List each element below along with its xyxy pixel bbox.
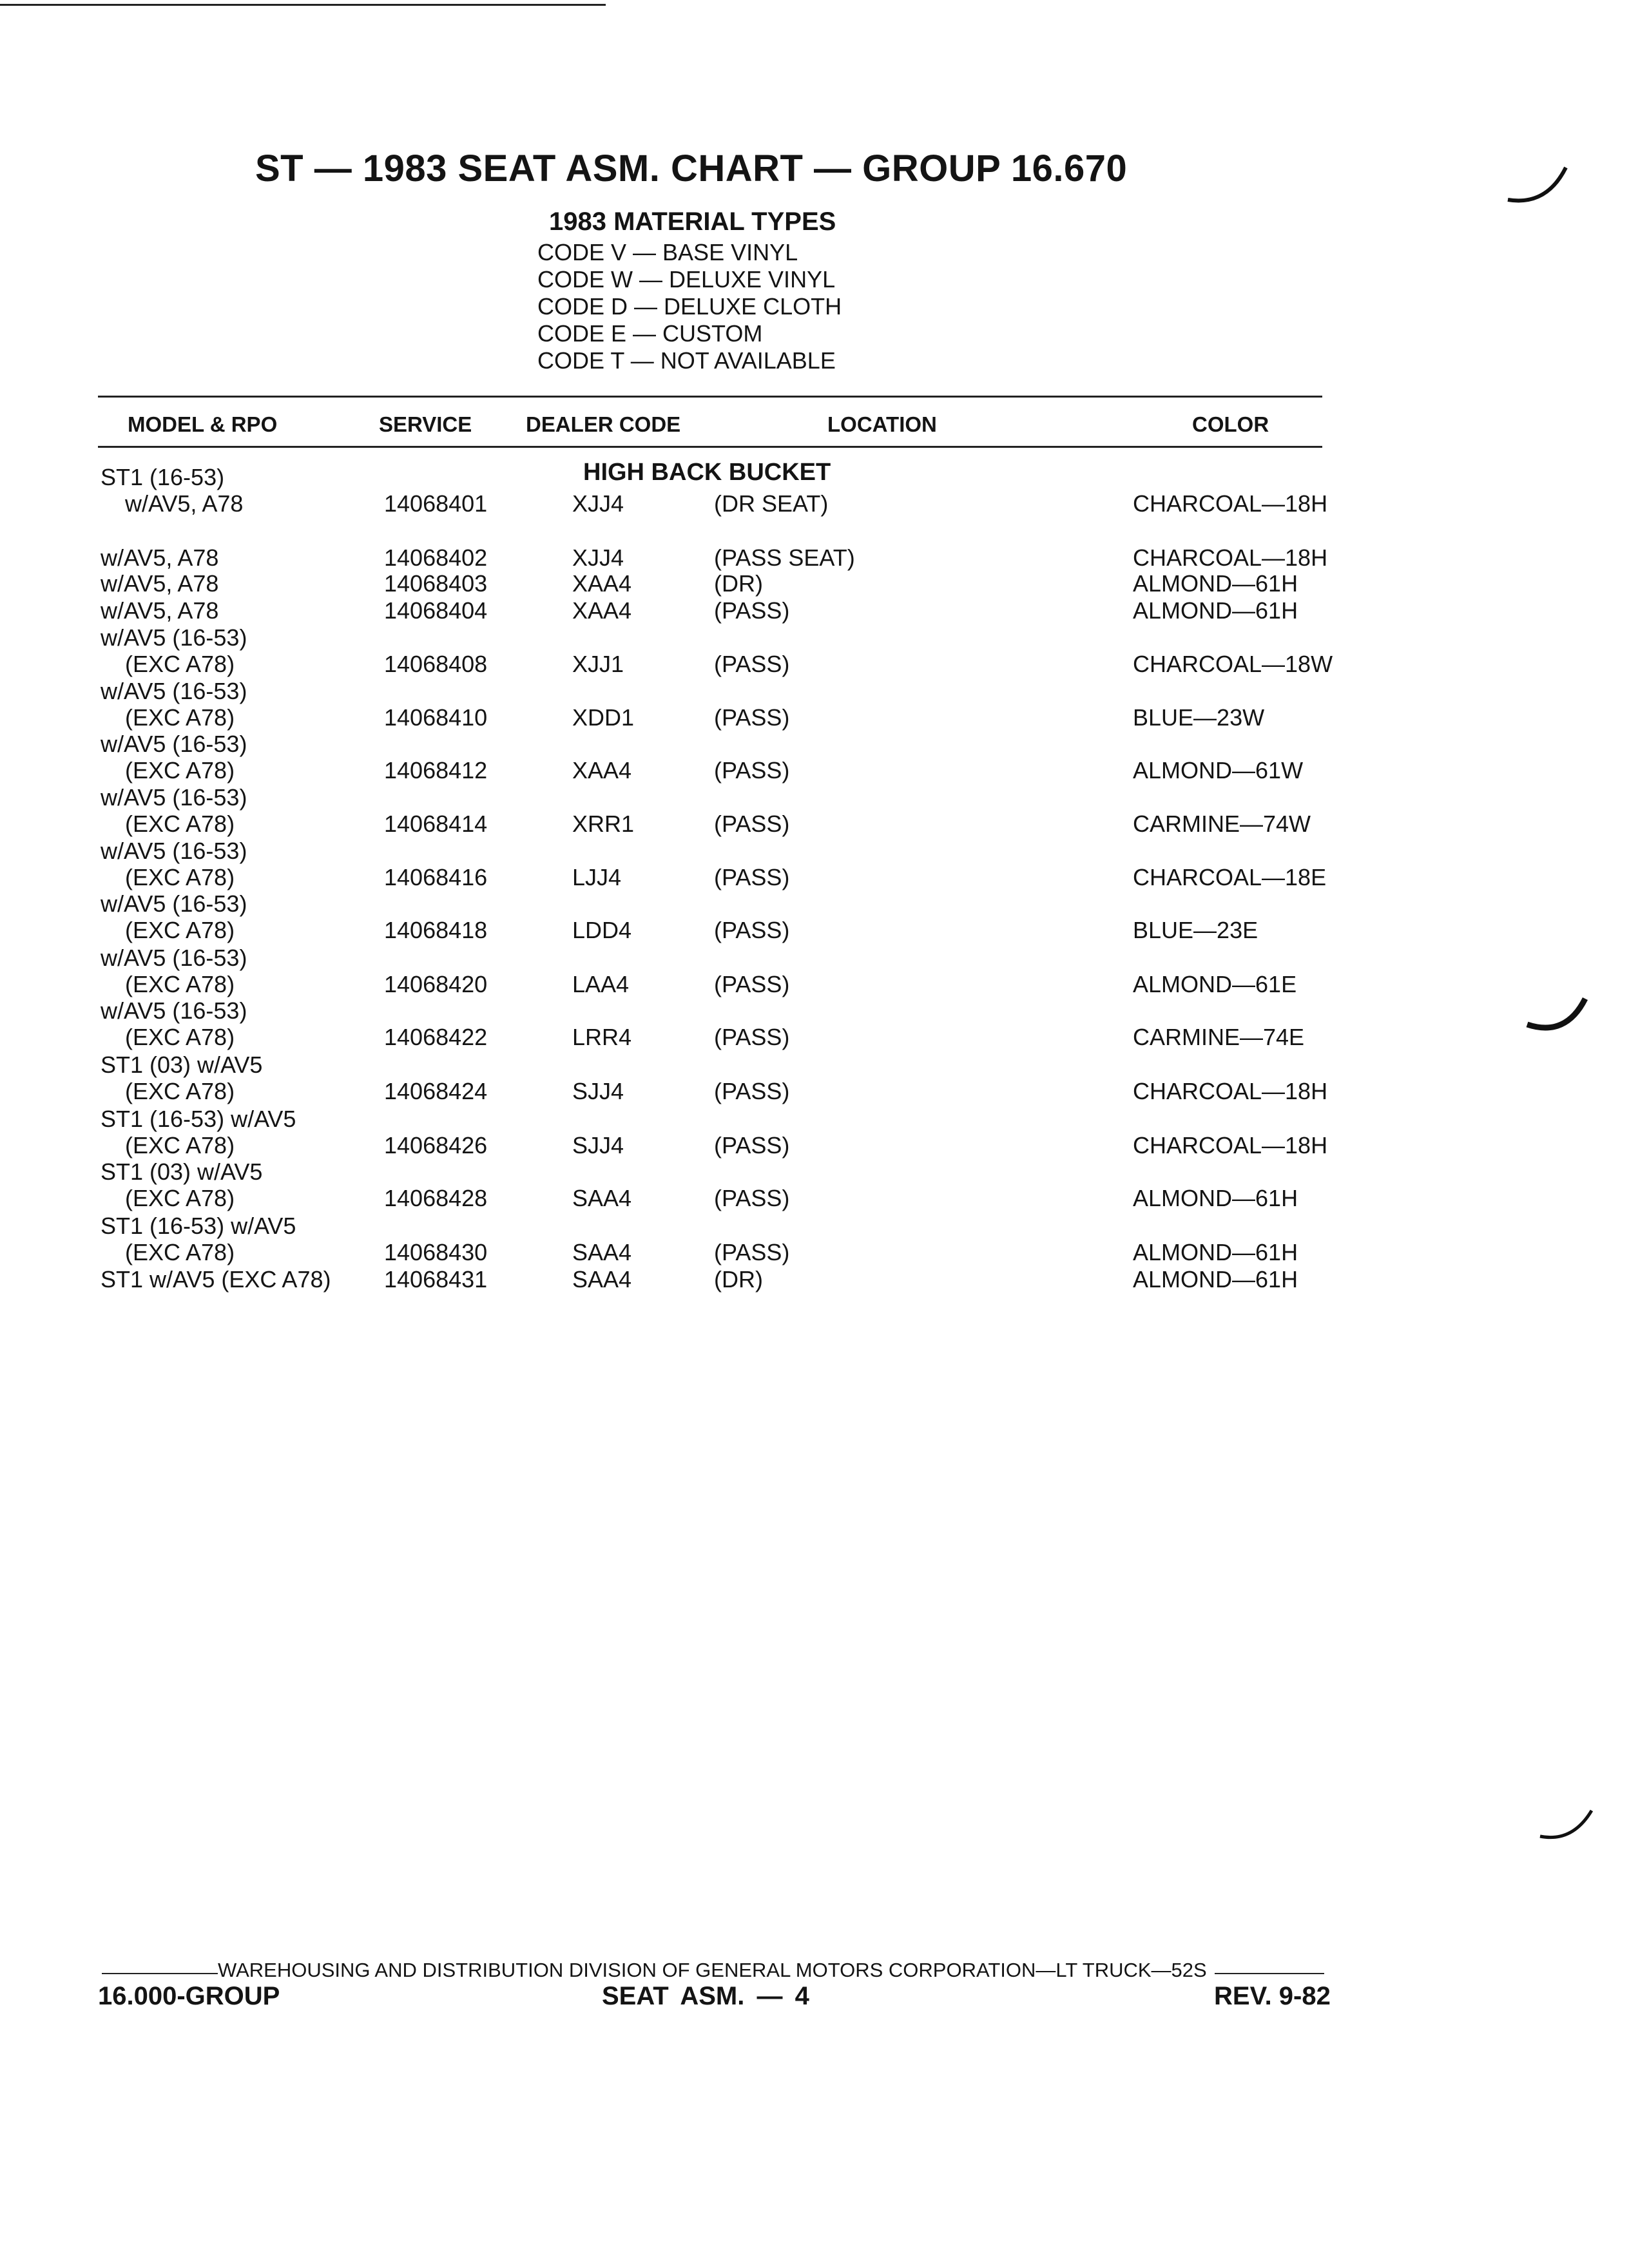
top-edge-rule [0, 4, 606, 6]
dealer-code-cell: LRR4 [572, 1024, 632, 1050]
dealer-code-cell: XAA4 [572, 597, 632, 624]
model-rpo-cell: (EXC A78) [125, 651, 235, 677]
binder-hole-mark [1501, 161, 1579, 213]
model-rpo-cell: w/AV5, A78 [101, 570, 219, 597]
material-types-heading: 1983 MATERIAL TYPES [549, 207, 836, 236]
model-rpo-cell: ST1 w/AV5 (EXC A78) [101, 1266, 331, 1293]
model-rpo-cell: (EXC A78) [125, 917, 235, 943]
model-rpo-cell: (EXC A78) [125, 757, 235, 783]
material-code-t: CODE T — NOT AVAILABLE [537, 347, 836, 374]
dealer-code-cell: XAA4 [572, 757, 632, 783]
location-cell: (PASS SEAT) [714, 544, 855, 571]
model-rpo-cell: w/AV5 (16-53) [101, 838, 247, 864]
color-cell: ALMOND—61H [1133, 597, 1298, 624]
model-rpo-cell: w/AV5 (16-53) [101, 945, 247, 971]
header-top-rule [98, 396, 1322, 398]
model-rpo-cell: (EXC A78) [125, 811, 235, 837]
location-cell: (PASS) [714, 864, 790, 890]
service-number-cell: 14068420 [384, 971, 488, 997]
color-cell: CHARCOAL—18E [1133, 864, 1327, 890]
column-header-location: LOCATION [827, 412, 937, 436]
color-cell: ALMOND—61H [1133, 1185, 1298, 1211]
binder-hole-mark [1534, 1804, 1605, 1856]
service-number-cell: 14068426 [384, 1132, 488, 1158]
model-rpo-cell: (EXC A78) [125, 1239, 235, 1265]
dealer-code-cell: XAA4 [572, 570, 632, 597]
model-rpo-cell: ST1 (03) w/AV5 [101, 1052, 263, 1078]
color-cell: ALMOND—61H [1133, 570, 1298, 597]
model-rpo-cell: w/AV5 (16-53) [101, 624, 247, 651]
service-number-cell: 14068428 [384, 1185, 488, 1211]
footer-rule-left [102, 1973, 218, 1974]
material-code-v: CODE V — BASE VINYL [537, 239, 798, 265]
service-number-cell: 14068401 [384, 490, 488, 517]
model-rpo-cell: (EXC A78) [125, 1132, 235, 1158]
column-header-service: SERVICE [379, 412, 472, 436]
location-cell: (DR SEAT) [714, 490, 829, 517]
color-cell: CHARCOAL—18H [1133, 544, 1328, 571]
location-cell: (PASS) [714, 757, 790, 783]
model-rpo-cell: (EXC A78) [125, 1024, 235, 1050]
dealer-code-cell: LAA4 [572, 971, 630, 997]
dealer-code-cell: XJJ1 [572, 651, 624, 677]
service-number-cell: 14068403 [384, 570, 488, 597]
column-header-dealer-code: DEALER CODE [526, 412, 681, 436]
model-rpo-cell: w/AV5 (16-53) [101, 890, 247, 917]
color-cell: ALMOND—61H [1133, 1239, 1298, 1265]
service-number-cell: 14068408 [384, 651, 488, 677]
column-header-model: MODEL & RPO [128, 412, 278, 436]
model-rpo-cell: w/AV5, A78 [125, 490, 244, 517]
location-cell: (PASS) [714, 1239, 790, 1265]
service-number-cell: 14068404 [384, 597, 488, 624]
model-rpo-cell: (EXC A78) [125, 1185, 235, 1211]
model-rpo-cell: (EXC A78) [125, 1078, 235, 1104]
model-rpo-cell: (EXC A78) [125, 971, 235, 997]
model-rpo-cell: w/AV5 (16-53) [101, 784, 247, 811]
column-header-color: COLOR [1192, 412, 1269, 436]
service-number-cell: 14068410 [384, 704, 488, 731]
dealer-code-cell: XJJ4 [572, 490, 624, 517]
dealer-code-cell: XJJ4 [572, 544, 624, 571]
dealer-code-cell: SAA4 [572, 1185, 632, 1211]
color-cell: CARMINE—74W [1133, 811, 1311, 837]
footer-division-text: WAREHOUSING AND DISTRIBUTION DIVISION OF GENERAL MOTORS CORPORATION—LT TRUCK—52S [218, 1959, 1207, 1981]
service-number-cell: 14068402 [384, 544, 488, 571]
material-code-e: CODE E — CUSTOM [537, 320, 763, 347]
color-cell: ALMOND—61W [1133, 757, 1304, 783]
header-bottom-rule [98, 446, 1322, 448]
model-rpo-cell: w/AV5, A78 [101, 597, 219, 624]
model-rpo-cell: (EXC A78) [125, 864, 235, 890]
section-heading: HIGH BACK BUCKET [583, 459, 831, 486]
footer-division-line [102, 1959, 1347, 1982]
color-cell: ALMOND—61H [1133, 1266, 1298, 1293]
model-rpo-cell: ST1 (16-53) w/AV5 [101, 1213, 296, 1239]
model-rpo-cell: ST1 (16-53) [101, 464, 225, 490]
dealer-code-cell: XRR1 [572, 811, 635, 837]
model-rpo-cell: ST1 (16-53) w/AV5 [101, 1106, 296, 1132]
service-number-cell: 14068431 [384, 1266, 488, 1293]
location-cell: (PASS) [714, 1132, 790, 1158]
model-rpo-cell: w/AV5 (16-53) [101, 731, 247, 757]
service-number-cell: 14068414 [384, 811, 488, 837]
location-cell: (PASS) [714, 704, 790, 731]
model-rpo-cell: ST1 (03) w/AV5 [101, 1158, 263, 1185]
location-cell: (PASS) [714, 1185, 790, 1211]
color-cell: CHARCOAL—18W [1133, 651, 1333, 677]
material-types-block [537, 207, 842, 374]
model-rpo-cell: (EXC A78) [125, 704, 235, 731]
material-code-d: CODE D — DELUXE CLOTH [537, 293, 842, 320]
location-cell: (PASS) [714, 651, 790, 677]
color-cell: CHARCOAL—18H [1133, 1078, 1328, 1104]
service-number-cell: 14068412 [384, 757, 488, 783]
location-cell: (PASS) [714, 597, 790, 624]
color-cell: CARMINE—74E [1133, 1024, 1305, 1050]
footer-revision: REV. 9-82 [1214, 1982, 1331, 2010]
model-rpo-cell: w/AV5 (16-53) [101, 997, 247, 1024]
dealer-code-cell: SAA4 [572, 1239, 632, 1265]
color-cell: ALMOND—61E [1133, 971, 1297, 997]
material-code-w: CODE W — DELUXE VINYL [537, 266, 836, 293]
footer-rule-right [1215, 1973, 1324, 1974]
footer-group: 16.000-GROUP [98, 1982, 280, 2010]
service-number-cell: 14068422 [384, 1024, 488, 1050]
model-rpo-cell: w/AV5 (16-53) [101, 678, 247, 704]
location-cell: (PASS) [714, 1078, 790, 1104]
color-cell: BLUE—23E [1133, 917, 1258, 943]
service-number-cell: 14068430 [384, 1239, 488, 1265]
dealer-code-cell: SAA4 [572, 1266, 632, 1293]
color-cell: BLUE—23W [1133, 704, 1265, 731]
binder-hole-mark [1521, 992, 1598, 1044]
dealer-code-cell: SJJ4 [572, 1132, 624, 1158]
dealer-code-cell: LJJ4 [572, 864, 622, 890]
page-title: ST — 1983 SEAT ASM. CHART — GROUP 16.670 [255, 148, 1128, 189]
location-cell: (PASS) [714, 811, 790, 837]
location-cell: (DR) [714, 1266, 763, 1293]
color-cell: CHARCOAL—18H [1133, 1132, 1328, 1158]
location-cell: (DR) [714, 570, 763, 597]
dealer-code-cell: XDD1 [572, 704, 635, 731]
location-cell: (PASS) [714, 971, 790, 997]
dealer-code-cell: SJJ4 [572, 1078, 624, 1104]
color-cell: CHARCOAL—18H [1133, 490, 1328, 517]
service-number-cell: 14068418 [384, 917, 488, 943]
location-cell: (PASS) [714, 1024, 790, 1050]
footer-page-number: SEAT ASM. — 4 [602, 1982, 809, 2010]
location-cell: (PASS) [714, 917, 790, 943]
model-rpo-cell: w/AV5, A78 [101, 544, 219, 571]
dealer-code-cell: LDD4 [572, 917, 632, 943]
service-number-cell: 14068416 [384, 864, 488, 890]
service-number-cell: 14068424 [384, 1078, 488, 1104]
